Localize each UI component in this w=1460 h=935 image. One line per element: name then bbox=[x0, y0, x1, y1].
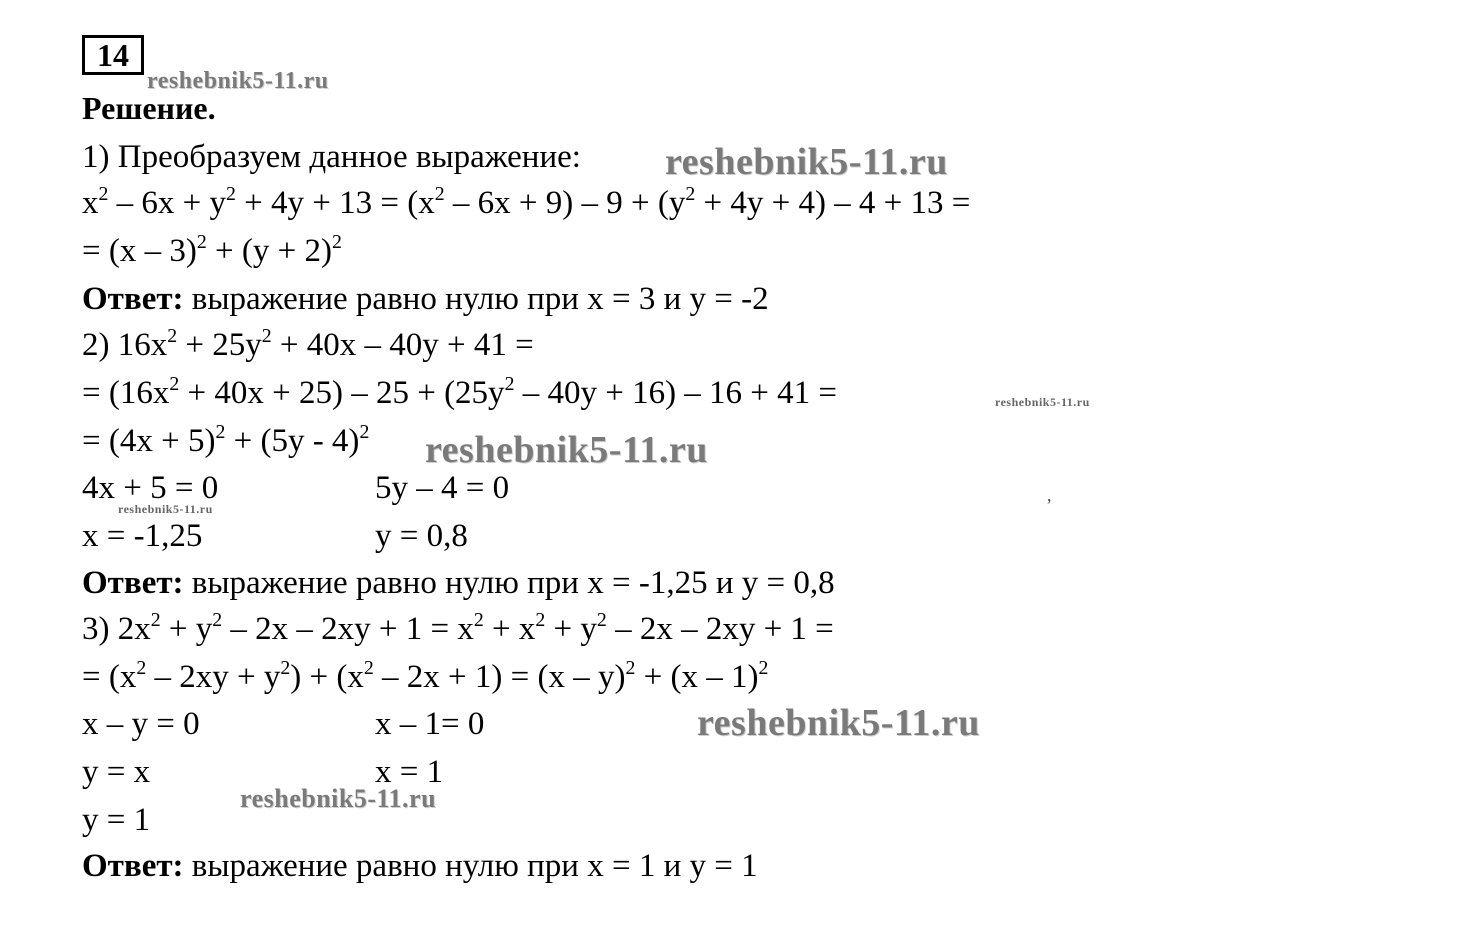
part3-final: y = 1 bbox=[82, 802, 151, 838]
part3-answer bbox=[82, 846, 758, 886]
part3-equation-1: 3) $2x^2 + y^2 - 2x - 2xy + 1 = x^2 + x^2 + y^2 - 2x - 2xy + 1$ = bbox=[82, 609, 834, 647]
watermark: reshebnik5-11.ru bbox=[240, 784, 437, 813]
part2-left-equation: 4x + 5 = 0 bbox=[82, 470, 219, 506]
part1-intro: 1) Преобразуем данное выражение: bbox=[82, 139, 581, 175]
part2-equation-3: = $(4x + 5)^2 + (5y - 4)^2$ bbox=[82, 421, 370, 459]
watermark: reshebnik5-11.ru bbox=[147, 68, 329, 94]
part1-answer bbox=[82, 279, 769, 319]
part1-answer-text: выражение равно нулю при x = 3 и y = -2 bbox=[183, 281, 769, 317]
part3-left-solution: y = x bbox=[82, 754, 151, 790]
part3-equation-2: = $(x^2 - 2xy + y^2) + (x^2 - 2x + 1) = (x - y)^2 + (x - 1)^2$ bbox=[82, 657, 769, 695]
watermark: reshebnik5-11.ru bbox=[118, 502, 213, 516]
answer-label: Ответ: bbox=[82, 848, 184, 884]
part1-equation-2: = $(x - 3)^2 + (y + 2)^2$ bbox=[82, 231, 342, 269]
answer-label: Ответ: bbox=[82, 565, 184, 601]
part3-right-equation: x – 1= 0 bbox=[375, 706, 485, 742]
part2-left-solution: x = -1,25 bbox=[82, 518, 203, 554]
part2-equation-1: 2) $16x^2 + 25y^2 + 40x - 40y + 41$ = bbox=[82, 325, 534, 363]
watermark: reshebnik5-11.ru bbox=[425, 429, 708, 471]
part2-answer bbox=[82, 563, 835, 603]
part1-equation-1: $x^2 - 6x + y^2 + 4y + 13 = (x^2 - 6x + 9) - 9 + (y^2 + 4y + 4) - 4 + 13$ = bbox=[82, 183, 971, 221]
solution-heading: Решение. bbox=[82, 90, 216, 126]
watermark: reshebnik5-11.ru bbox=[995, 395, 1090, 409]
part2-equation-2: = $(16x^2 + 40x + 25) - 25 + (25y^2 - 40y + 16) - 16 + 41$ = bbox=[82, 373, 838, 411]
part3-right-solution: x = 1 bbox=[375, 754, 444, 790]
part2-right-solution: y = 0,8 bbox=[375, 518, 468, 554]
scan-mark: , bbox=[1047, 485, 1052, 505]
watermark: reshebnik5-11.ru bbox=[665, 141, 948, 183]
part2-right-equation: 5y – 4 = 0 bbox=[375, 470, 510, 506]
part3-left-equation: x – y = 0 bbox=[82, 706, 200, 742]
part3-answer-text: выражение равно нулю при x = 1 и y = 1 bbox=[183, 848, 758, 884]
watermark: reshebnik5-11.ru bbox=[697, 702, 980, 744]
part2-answer-text: выражение равно нулю при x = -1,25 и y = 0,8 bbox=[183, 565, 835, 601]
answer-label: Ответ: bbox=[82, 281, 184, 317]
task-number: 14 bbox=[82, 35, 144, 75]
